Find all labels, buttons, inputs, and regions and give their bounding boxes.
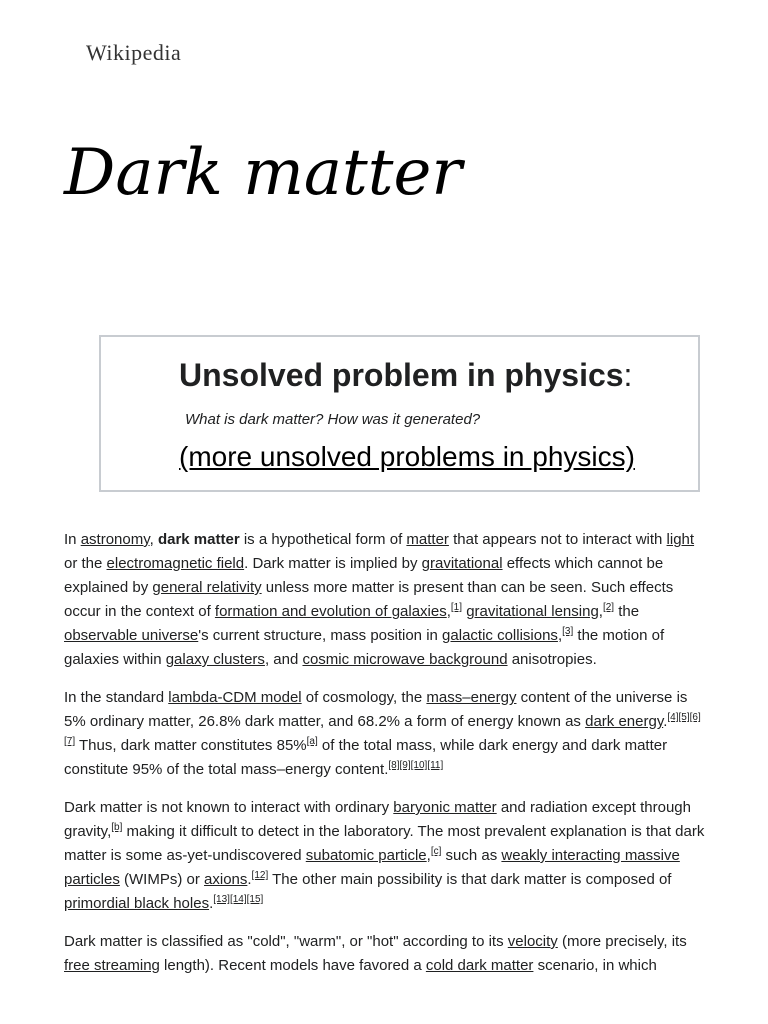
text-run: ,	[598, 603, 603, 620]
citation-link[interactable]: [11]	[427, 760, 444, 771]
citation-link[interactable]: [13]	[213, 894, 230, 905]
text-run: In	[64, 531, 81, 548]
citation	[307, 736, 318, 747]
text-run: effects which cannot be explained by	[64, 555, 664, 596]
text-run: the	[614, 603, 640, 620]
text-run: Dark matter is classified as "cold", "warm", or "hot" according to its	[64, 933, 508, 950]
bold-term: dark matter	[157, 531, 240, 548]
citation	[388, 760, 399, 771]
citation-link[interactable]: [4]	[667, 712, 679, 723]
text-run: In the standard	[64, 689, 169, 706]
citation-link[interactable]: [15]	[246, 894, 264, 905]
citation-link[interactable]: [9]	[399, 760, 411, 771]
citation-link[interactable]: [12]	[251, 870, 269, 881]
text-run: unless more matter is present than can be seen. Such effects occur in the context of	[64, 579, 674, 620]
text-run: the motion of galaxies within	[64, 627, 665, 668]
citation-link[interactable]: [10]	[410, 760, 428, 771]
citation	[690, 712, 701, 723]
citation-link[interactable]: [1]	[450, 602, 463, 613]
citation	[411, 760, 428, 771]
text-run: length). Recent models have favored a	[159, 957, 426, 974]
intro-paragraph-3	[64, 796, 710, 916]
wiki-link[interactable]: astronomy	[80, 531, 150, 548]
citation	[400, 760, 411, 771]
wiki-link[interactable]: electromagnetic field	[106, 555, 245, 572]
wiki-link[interactable]: galaxy clusters	[165, 651, 265, 668]
text-run: scenario, in which	[533, 957, 657, 974]
text-run: Thus, dark matter constitutes 85%	[75, 737, 307, 754]
citation	[451, 602, 462, 613]
wiki-link[interactable]: cosmic microwave background	[302, 651, 508, 668]
text-run: that appears not to interact with	[448, 531, 667, 548]
wiki-link[interactable]: baryonic matter	[393, 799, 497, 816]
wiki-link[interactable]: free streaming	[64, 957, 160, 974]
wiki-link[interactable]: gravitational lensing	[466, 603, 599, 620]
wiki-link[interactable]: mass–energy	[426, 689, 517, 706]
citation	[111, 822, 122, 833]
text-run: The other main possibility is that dark matter is composed of	[268, 871, 672, 888]
text-run: (more precisely, its	[557, 933, 687, 950]
wiki-link[interactable]: cold dark matter	[425, 957, 534, 974]
citation	[431, 846, 442, 857]
citation	[667, 712, 678, 723]
citation-link[interactable]: [b]	[111, 822, 123, 833]
citation-link[interactable]: [3]	[562, 626, 574, 637]
intro-paragraph-1	[64, 528, 710, 672]
wiki-link[interactable]: general relativity	[152, 579, 262, 596]
text-run: is a hypothetical form of	[239, 531, 407, 548]
citation	[562, 626, 573, 637]
citation-link[interactable]: [a]	[306, 736, 318, 747]
citation-link[interactable]: [7]	[64, 736, 76, 747]
unsolved-box-title-colon: :	[623, 357, 633, 393]
citation	[64, 736, 75, 747]
citation	[427, 760, 443, 771]
text-run: , and	[264, 651, 303, 668]
text-run: ,	[426, 847, 431, 864]
text-run: ,	[149, 531, 158, 548]
wiki-link[interactable]: subatomic particle	[305, 847, 427, 864]
text-run: .	[247, 871, 252, 888]
wiki-link[interactable]: velocity	[507, 933, 558, 950]
more-unsolved-problems-link[interactable]: (more unsolved problems in physics)	[179, 441, 635, 472]
wiki-link[interactable]: galactic collisions	[442, 627, 558, 644]
text-run: Dark matter is not known to interact with ordinary	[64, 799, 394, 816]
unsolved-box-title-text: Unsolved problem in physics	[179, 357, 624, 393]
page-title: Dark matter	[64, 136, 462, 210]
intro-paragraph-4	[64, 930, 710, 978]
wiki-link[interactable]: dark energy	[585, 713, 664, 730]
wiki-link[interactable]: lambda-CDM model	[168, 689, 302, 706]
text-run: 's current structure, mass position in	[198, 627, 443, 644]
text-run: ,	[557, 627, 563, 644]
text-run: such as	[441, 847, 502, 864]
wiki-link[interactable]: weakly interacting massive particles	[64, 847, 680, 888]
citation	[252, 870, 269, 881]
wiki-link[interactable]: observable universe	[64, 627, 199, 644]
citation	[603, 602, 614, 613]
citation-link[interactable]: [6]	[689, 712, 701, 723]
text-run: content of the universe is 5% ordinary matter, 26.8% dark matter, and 68.2% a form of energy known as	[64, 689, 688, 730]
article-body	[64, 528, 710, 992]
text-run: and radiation except through gravity,	[64, 799, 691, 840]
wiki-link[interactable]: axions	[204, 871, 248, 888]
citation	[247, 894, 264, 905]
text-run: .	[663, 713, 668, 730]
citation-link[interactable]: [8]	[388, 760, 400, 771]
text-run: .	[209, 895, 214, 912]
citation	[679, 712, 690, 723]
wiki-link[interactable]: light	[666, 531, 695, 548]
wiki-link[interactable]: formation and evolution of galaxies	[214, 603, 447, 620]
text-run: . Dark matter is implied by	[244, 555, 422, 572]
intro-paragraph-2	[64, 686, 710, 782]
citation-link[interactable]: [2]	[602, 602, 615, 613]
citation-link[interactable]: [c]	[430, 846, 442, 857]
text-run: (WIMPs) or	[119, 871, 205, 888]
text-run: or the	[64, 555, 107, 572]
unsolved-problem-box	[99, 335, 700, 492]
wikipedia-wordmark[interactable]: Wikipedia	[86, 40, 182, 65]
wiki-link[interactable]: matter	[406, 531, 449, 548]
citation	[230, 894, 247, 905]
citation-link[interactable]: [5]	[678, 712, 690, 723]
text-run: of the total mass, while dark energy and dark matter constitute 95% of the total mass–energy content.	[64, 737, 668, 778]
text-run: making it difficult to detect in the laboratory. The most prevalent explanation is that dark matter is some as-yet-undiscovered	[64, 823, 705, 864]
text-run: of cosmology, the	[301, 689, 427, 706]
unsolved-box-question: What is dark matter? How was it generated?	[185, 411, 481, 428]
unsolved-box-title	[179, 357, 632, 394]
text-run: anisotropies.	[507, 651, 597, 668]
wiki-link[interactable]: gravitational	[421, 555, 503, 572]
text-run: ,	[446, 603, 451, 620]
citation	[213, 894, 230, 905]
wiki-link[interactable]: primordial black holes	[64, 895, 210, 912]
citation-link[interactable]: [14]	[229, 894, 247, 905]
